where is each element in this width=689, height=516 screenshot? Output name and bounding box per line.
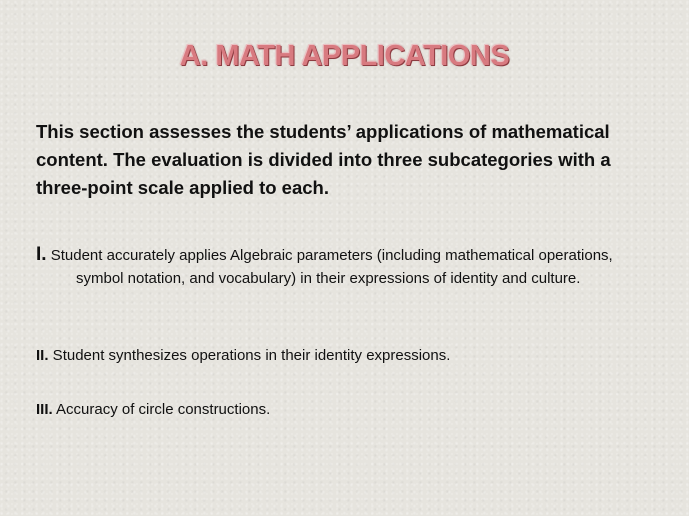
criterion-3-number: III. xyxy=(36,401,53,418)
criterion-1 xyxy=(36,243,656,290)
criterion-2-text: Student synthesizes operations in their identity expressions. xyxy=(48,347,451,364)
slide-title: A. MATH APPLICATIONS xyxy=(179,40,510,72)
criterion-1-text: Student accurately applies Algebraic parameters (including mathematical operations, symbol notation, and vocabulary) in their expressions of identity and culture. xyxy=(46,247,613,287)
intro-paragraph: This section assesses the students’ applications of mathematical content. The evaluation is divided into three subcategories with a three-point scale applied to each. xyxy=(36,121,611,198)
criterion-3 xyxy=(36,398,636,421)
criterion-2 xyxy=(36,344,636,367)
criterion-2-number: II. xyxy=(36,347,49,364)
criterion-3-text: Accuracy of circle constructions. xyxy=(52,401,271,418)
criterion-1-number: I. xyxy=(36,244,47,265)
